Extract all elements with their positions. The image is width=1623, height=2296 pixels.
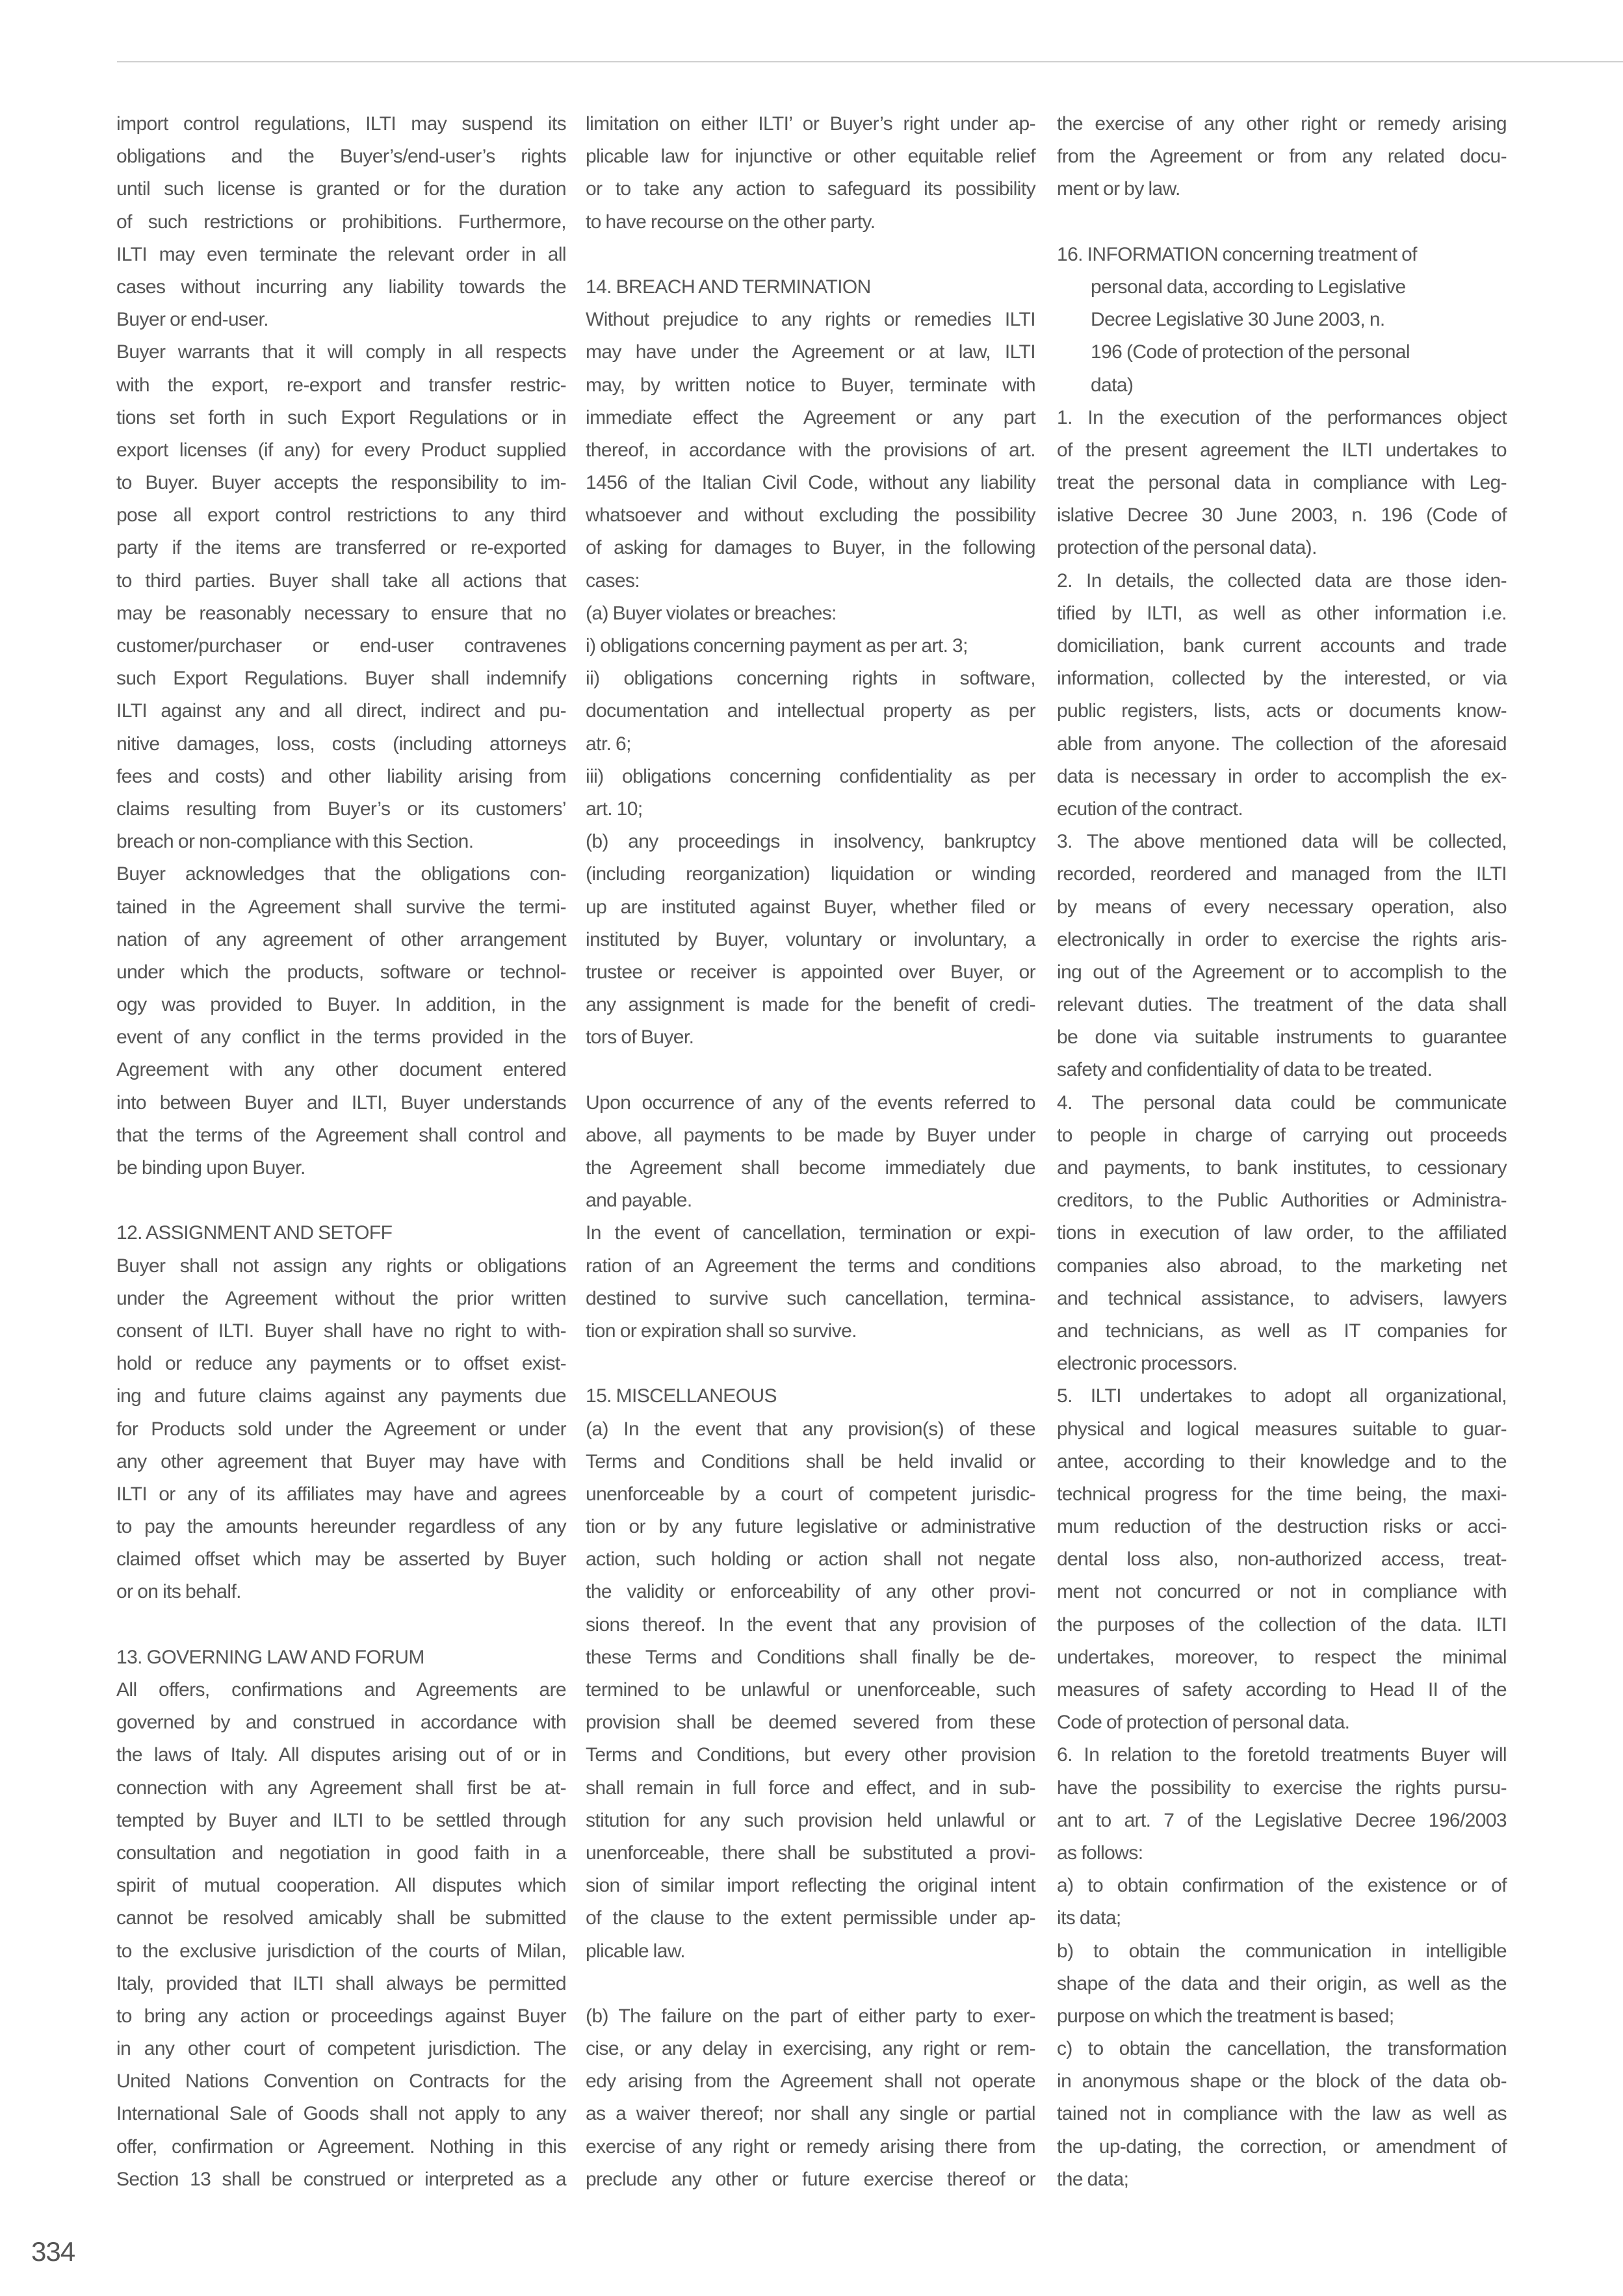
text-line: any other agreement that Buyer may have with <box>116 1450 566 1472</box>
text-line: tions set forth in such Export Regulations or in <box>116 406 566 428</box>
paragraph <box>586 2000 1035 2196</box>
text-line: the exercise of any other right or remedy arising <box>1057 113 1507 135</box>
text-line: cannot be resolved amicably shall be submitted <box>116 1907 566 1929</box>
text-line: c) to obtain the cancellation, the transformation <box>1057 2038 1507 2060</box>
text-line: such Export Regulations. Buyer shall indemnify <box>116 668 566 690</box>
text-line: Buyer shall not assign any rights or obligations <box>116 1255 566 1277</box>
text-line: under the Agreement without the prior written <box>116 1287 566 1309</box>
text-line: fees and costs) and other liability arising from <box>116 765 566 787</box>
paragraph <box>1057 1380 1507 1739</box>
text-line: able from anyone. The collection of the aforesaid <box>1057 733 1507 755</box>
text-line: nitive damages, loss, costs (including attorneys <box>116 733 566 755</box>
text-line: any assignment is made for the benefit of credi- <box>586 994 1035 1016</box>
text-line: 5. ILTI undertakes to adopt all organizational, <box>1057 1385 1507 1407</box>
text-line: undertakes, moreover, to respect the minimal <box>1057 1646 1507 1668</box>
text-line: preclude any other or future exercise thereof or <box>586 2168 1035 2190</box>
text-line: plicable law for injunctive or other equitable relief <box>586 146 1035 168</box>
text-line: Without prejudice to any rights or remedies ILTI <box>586 309 1035 331</box>
paragraph <box>1057 565 1507 826</box>
text-line: import control regulations, ILTI may suspend its <box>116 113 566 135</box>
text-line: exercise of any right or remedy arising there from <box>586 2135 1035 2158</box>
text-line: to third parties. Buyer shall take all actions that <box>116 569 566 592</box>
text-line: into between Buyer and ILTI, Buyer understands <box>116 1091 566 1114</box>
text-line: be binding upon Buyer. <box>116 1157 305 1179</box>
text-line: ant to art. 7 of the Legislative Decree 196/2003 <box>1057 1809 1507 1831</box>
paragraph <box>586 1087 1035 1218</box>
text-line: Terms and Conditions, but every other provision <box>586 1744 1035 1766</box>
text-line: tained not in compliance with the law as well as <box>1057 2103 1507 2125</box>
text-line: to the exclusive jurisdiction of the courts of Milan, <box>116 1940 566 1962</box>
paragraph <box>1057 402 1507 565</box>
paragraph-spacer <box>586 1968 1035 2000</box>
text-line: personal data, according to Legislative <box>1091 276 1406 298</box>
text-line: protection of the personal data). <box>1057 537 1317 559</box>
text-line: obligations and the Buyer’s/end-user’s rights <box>116 146 566 168</box>
paragraph <box>116 336 566 858</box>
paragraph <box>1057 2033 1507 2196</box>
paragraph <box>586 826 1035 1054</box>
paragraph <box>1057 1935 1507 2033</box>
text-line: Code of protection of personal data. <box>1057 1712 1350 1734</box>
text-line: that the terms of the Agreement shall control and <box>116 1124 566 1146</box>
text-line: edy arising from the Agreement shall not operate <box>586 2070 1035 2093</box>
text-line: stitution for any such provision held unlawful or <box>586 1809 1035 1831</box>
section-heading <box>116 1217 566 1249</box>
blank-line <box>586 1968 1035 2000</box>
text-line: tained in the Agreement shall survive the termi- <box>116 896 566 918</box>
text-line: of the clause to the extent permissible under ap- <box>586 1907 1035 1929</box>
text-line: unenforceable by a court of competent jurisdic- <box>586 1483 1035 1505</box>
text-line: Buyer acknowledges that the obligations con- <box>116 863 566 885</box>
text-line: and payments, to bank institutes, to cessionary <box>1057 1157 1507 1179</box>
blank-line <box>586 1348 1035 1380</box>
text-line: ii) obligations concerning rights in software, <box>586 668 1035 690</box>
text-line: 6. In relation to the foretold treatments Buyer will <box>1057 1744 1507 1766</box>
text-line: with the export, re-export and transfer restric- <box>116 374 566 396</box>
text-line: to Buyer. Buyer accepts the responsibility to im- <box>116 472 566 494</box>
paragraph <box>586 1217 1035 1348</box>
text-line: sions thereof. In the event that any provision of <box>586 1613 1035 1636</box>
text-line: ing and future claims against any payments due <box>116 1385 566 1407</box>
text-line: the up-dating, the correction, or amendment of <box>1057 2135 1507 2158</box>
text-line: 14. BREACH AND TERMINATION <box>586 276 871 298</box>
text-line: electronic processors. <box>1057 1353 1238 1375</box>
text-line: be done via suitable instruments to guarantee <box>1057 1026 1507 1049</box>
text-line: islative Decree 30 June 2003, n. 196 (Code of <box>1057 504 1507 527</box>
text-line: public registers, lists, acts or documents know- <box>1057 700 1507 722</box>
text-line: action, such holding or action shall not negate <box>586 1548 1035 1571</box>
text-line: may be reasonably necessary to ensure that no <box>116 602 566 624</box>
text-column-left <box>116 108 566 2196</box>
blank-line <box>586 1054 1035 1086</box>
text-line: whatsoever and without excluding the possibility <box>586 504 1035 527</box>
text-line: 1. In the execution of the performances object <box>1057 406 1507 428</box>
text-line: United Nations Convention on Contracts for the <box>116 2070 566 2093</box>
text-line: International Sale of Goods shall not apply to any <box>116 2103 566 2125</box>
paragraph <box>586 761 1035 826</box>
paragraph <box>1057 1087 1507 1381</box>
text-line: breach or non-compliance with this Section. <box>116 831 474 853</box>
text-line: measures of safety according to Head II of the <box>1057 1679 1507 1701</box>
text-line: cise, or any delay in exercising, any right or rem- <box>586 2038 1035 2060</box>
text-line: tion or by any future legislative or administrative <box>586 1516 1035 1538</box>
text-line: ing out of the Agreement or to accomplish to the <box>1057 961 1507 983</box>
blank-line <box>1057 206 1507 239</box>
text-line: from the Agreement or from any related docu- <box>1057 146 1507 168</box>
text-line: termined to be unlawful or unenforceable, such <box>586 1679 1035 1701</box>
text-line: tors of Buyer. <box>586 1026 694 1049</box>
text-line: may have under the Agreement or at law, ILTI <box>586 341 1035 363</box>
text-line: information, collected by the interested, or via <box>1057 668 1507 690</box>
text-line: 15. MISCELLANEOUS <box>586 1385 777 1407</box>
paragraph <box>116 1250 566 1609</box>
text-line: tified by ILTI, as well as other information i.e. <box>1057 602 1507 624</box>
paragraph <box>116 858 566 1184</box>
paragraph-spacer <box>116 1184 566 1217</box>
text-line: connection with any Agreement shall first be at- <box>116 1777 566 1799</box>
text-line: documentation and intellectual property as per <box>586 700 1035 722</box>
text-line: event of any conflict in the terms provided in the <box>116 1026 566 1049</box>
text-line: tions in execution of law order, to the affiliated <box>1057 1222 1507 1244</box>
text-line: governed by and construed in accordance with <box>116 1712 566 1734</box>
text-line: up are instituted against Buyer, whether filed or <box>586 896 1035 918</box>
text-line: mum reduction of the destruction risks or acci- <box>1057 1516 1507 1538</box>
text-line: or on its behalf. <box>116 1581 241 1603</box>
text-line: ILTI against any and all direct, indirect and pu- <box>116 700 566 722</box>
text-line: the validity or enforceability of any other provi- <box>586 1581 1035 1603</box>
text-line: limitation on either ILTI’ or Buyer’s right under ap- <box>586 113 1035 135</box>
text-line: antee, according to their knowledge and to the <box>1057 1450 1507 1472</box>
section-heading <box>586 271 1035 304</box>
text-column-right <box>1057 108 1507 2196</box>
paragraph <box>1057 108 1507 206</box>
paragraph <box>116 1674 566 2196</box>
blank-line <box>116 1184 566 1217</box>
text-line: claims resulting from Buyer’s or its customers’ <box>116 798 566 820</box>
text-line: ILTI or any of its affiliates may have and agrees <box>116 1483 566 1505</box>
text-line: ILTI may even terminate the relevant order in all <box>116 243 566 265</box>
text-line: a) to obtain confirmation of the existence or of <box>1057 1875 1507 1897</box>
text-line: physical and logical measures suitable to guar- <box>1057 1418 1507 1440</box>
paragraph-spacer <box>586 1348 1035 1380</box>
text-line: cases without incurring any liability towards the <box>116 276 566 298</box>
header-rule <box>117 61 1623 62</box>
text-line: Section 13 shall be construed or interpreted as a <box>116 2168 566 2190</box>
text-line: as a waiver thereof; nor shall any single or partial <box>586 2103 1035 2125</box>
text-line: nation of any agreement of other arrangement <box>116 928 566 950</box>
text-line: safety and confidentiality of data to be treated. <box>1057 1059 1433 1081</box>
text-line: Upon occurrence of any of the events referred to <box>586 1091 1035 1114</box>
text-line: 3. The above mentioned data will be collected, <box>1057 831 1507 853</box>
text-line: atr. 6; <box>586 733 631 755</box>
paragraph <box>586 304 1035 597</box>
section-heading <box>116 1641 566 1674</box>
text-line: data) <box>1091 374 1134 396</box>
text-line: 1456 of the Italian Civil Code, without any liability <box>586 472 1035 494</box>
paragraph <box>1057 1739 1507 1870</box>
paragraph-spacer <box>586 239 1035 271</box>
paragraph <box>586 108 1035 239</box>
text-line: b) to obtain the communication in intelligible <box>1057 1940 1507 1962</box>
text-line: data is necessary in order to accomplish the ex- <box>1057 765 1507 787</box>
text-line: or to take any action to safeguard its possibility <box>586 178 1035 200</box>
text-line: and technical assistance, to advisers, lawyers <box>1057 1287 1507 1309</box>
text-line: ment or by law. <box>1057 178 1180 200</box>
text-line: have the possibility to exercise the rights pursu- <box>1057 1777 1507 1799</box>
text-line: 196 (Code of protection of the personal <box>1091 341 1410 363</box>
text-line: iii) obligations concerning confidentiality as per <box>586 765 1035 787</box>
text-line: tion or expiration shall so survive. <box>586 1320 857 1342</box>
text-line: for Products sold under the Agreement or under <box>116 1418 566 1440</box>
text-line: to pay the amounts hereunder regardless of any <box>116 1516 566 1538</box>
text-line: the laws of Italy. All disputes arising out of or in <box>116 1744 566 1766</box>
paragraph <box>586 1413 1035 1968</box>
text-line: under which the products, software or technol- <box>116 961 566 983</box>
paragraph-spacer <box>586 1054 1035 1086</box>
paragraph-spacer <box>116 1609 566 1641</box>
text-line: shape of the data and their origin, as well as the <box>1057 1972 1507 1994</box>
text-line: recorded, reordered and managed from the ILTI <box>1057 863 1507 885</box>
paragraph <box>116 108 566 336</box>
text-line: of asking for damages to Buyer, in the following <box>586 537 1035 559</box>
text-line: relevant duties. The treatment of the data shall <box>1057 994 1507 1016</box>
text-line: party if the items are transferred or re-exported <box>116 537 566 559</box>
text-line: consent of ILTI. Buyer shall have no right to with- <box>116 1320 566 1342</box>
text-line: Italy, provided that ILTI shall always be permitted <box>116 1972 566 1994</box>
text-line: of such restrictions or prohibitions. Furthermore, <box>116 211 566 233</box>
text-line: 4. The personal data could be communicate <box>1057 1091 1507 1114</box>
text-line: of the present agreement the ILTI undertakes to <box>1057 439 1507 461</box>
text-line: instituted by Buyer, voluntary or involuntary, a <box>586 928 1035 950</box>
text-line: above, all payments to be made by Buyer under <box>586 1124 1035 1146</box>
text-line: domiciliation, bank current accounts and trade <box>1057 635 1507 657</box>
text-line: the purposes of the collection of the data. ILTI <box>1057 1613 1507 1636</box>
paragraph <box>586 662 1035 761</box>
text-line: creditors, to the Public Authorities or Administra- <box>1057 1190 1507 1212</box>
text-line: claimed offset which may be asserted by Buyer <box>116 1548 566 1571</box>
text-line: sion of similar import reflecting the original intent <box>586 1875 1035 1897</box>
text-line: provision shall be deemed severed from these <box>586 1712 1035 1734</box>
paragraph <box>586 630 1035 662</box>
text-line: All offers, confirmations and Agreements are <box>116 1679 566 1701</box>
section-heading <box>1057 239 1507 402</box>
text-line: Terms and Conditions shall be held invalid or <box>586 1450 1035 1472</box>
text-line: electronically in order to exercise the rights aris- <box>1057 928 1507 950</box>
text-line: consultation and negotiation in good faith in a <box>116 1842 566 1864</box>
text-line: and payable. <box>586 1190 692 1212</box>
text-line: may, by written notice to Buyer, terminate with <box>586 374 1035 396</box>
text-line: cases: <box>586 569 640 592</box>
text-line: trustee or receiver is appointed over Buyer, or <box>586 961 1035 983</box>
text-line: unenforceable, there shall be substituted a provi- <box>586 1842 1035 1864</box>
text-line: 2. In details, the collected data are those iden- <box>1057 569 1507 592</box>
blank-line <box>586 239 1035 271</box>
text-line: pose all export control restrictions to any third <box>116 504 566 527</box>
text-line: in anonymous shape or the block of the data ob- <box>1057 2070 1507 2093</box>
text-line: ogy was provided to Buyer. In addition, in the <box>116 994 566 1016</box>
paragraph <box>1057 1870 1507 1935</box>
text-line: these Terms and Conditions shall finally be de- <box>586 1646 1035 1668</box>
text-line: Agreement with any other document entered <box>116 1059 566 1081</box>
text-line: the Agreement shall become immediately due <box>586 1157 1035 1179</box>
text-line: offer, confirmation or Agreement. Nothing in this <box>116 2135 566 2158</box>
paragraph-spacer <box>1057 206 1507 239</box>
text-line: ration of an Agreement the terms and conditions <box>586 1255 1035 1277</box>
text-line: customer/purchaser or end-user contravenes <box>116 635 566 657</box>
text-line: export licenses (if any) for every Product supplied <box>116 439 566 461</box>
text-line: its data; <box>1057 1907 1121 1929</box>
text-line: technical progress for the time being, the maxi- <box>1057 1483 1507 1505</box>
text-line: Buyer or end-user. <box>116 309 268 331</box>
text-line: to people in charge of carrying out proceeds <box>1057 1124 1507 1146</box>
blank-line <box>116 1609 566 1641</box>
text-line: the data; <box>1057 2168 1129 2190</box>
text-line: (b) The failure on the part of either party to exer- <box>586 2005 1035 2027</box>
text-line: thereof, in accordance with the provisions of art. <box>586 439 1035 461</box>
text-line: (a) In the event that any provision(s) of these <box>586 1418 1035 1440</box>
text-line: 16. INFORMATION concerning treatment of <box>1057 243 1417 265</box>
text-line: i) obligations concerning payment as per art. 3; <box>586 635 968 657</box>
text-line: (a) Buyer violates or breaches: <box>586 602 837 624</box>
text-column-middle <box>586 108 1035 2196</box>
paragraph <box>586 597 1035 630</box>
text-line: purpose on which the treatment is based; <box>1057 2005 1394 2027</box>
text-line: in any other court of competent jurisdiction. The <box>116 2038 566 2060</box>
text-line: to bring any action or proceedings against Buyer <box>116 2005 566 2027</box>
text-line: destined to survive such cancellation, termina- <box>586 1287 1035 1309</box>
text-line: Buyer warrants that it will comply in all respects <box>116 341 566 363</box>
text-line: shall remain in full force and effect, and in sub- <box>586 1777 1035 1799</box>
text-line: by means of every necessary operation, also <box>1057 896 1507 918</box>
page-number: 334 <box>31 2236 75 2267</box>
text-line: 13. GOVERNING LAW AND FORUM <box>116 1646 424 1668</box>
text-line: to have recourse on the other party. <box>586 211 876 233</box>
text-line: 12. ASSIGNMENT AND SETOFF <box>116 1222 393 1244</box>
text-line: (including reorganization) liquidation or winding <box>586 863 1035 885</box>
paragraph <box>1057 826 1507 1087</box>
text-line: dental loss also, non-authorized access, treat- <box>1057 1548 1507 1571</box>
text-line: (b) any proceedings in insolvency, bankruptcy <box>586 831 1035 853</box>
text-line: immediate effect the Agreement or any part <box>586 406 1035 428</box>
text-line: companies also abroad, to the marketing net <box>1057 1255 1507 1277</box>
text-line: tempted by Buyer and ILTI to be settled through <box>116 1809 566 1831</box>
text-line: Decree Legislative 30 June 2003, n. <box>1091 309 1385 331</box>
section-heading <box>586 1380 1035 1413</box>
text-line: art. 10; <box>586 798 643 820</box>
text-line: treat the personal data in compliance with Leg- <box>1057 472 1507 494</box>
text-line: In the event of cancellation, termination or expi- <box>586 1222 1035 1244</box>
text-line: as follows: <box>1057 1842 1143 1864</box>
text-line: ecution of the contract. <box>1057 798 1243 820</box>
text-line: spirit of mutual cooperation. All disputes which <box>116 1875 566 1897</box>
text-line: hold or reduce any payments or to offset exist- <box>116 1353 566 1375</box>
text-line: and technicians, as well as IT companies for <box>1057 1320 1507 1342</box>
text-line: ment not concurred or not in compliance with <box>1057 1581 1507 1603</box>
text-line: until such license is granted or for the duration <box>116 178 566 200</box>
text-line: plicable law. <box>586 1940 685 1962</box>
